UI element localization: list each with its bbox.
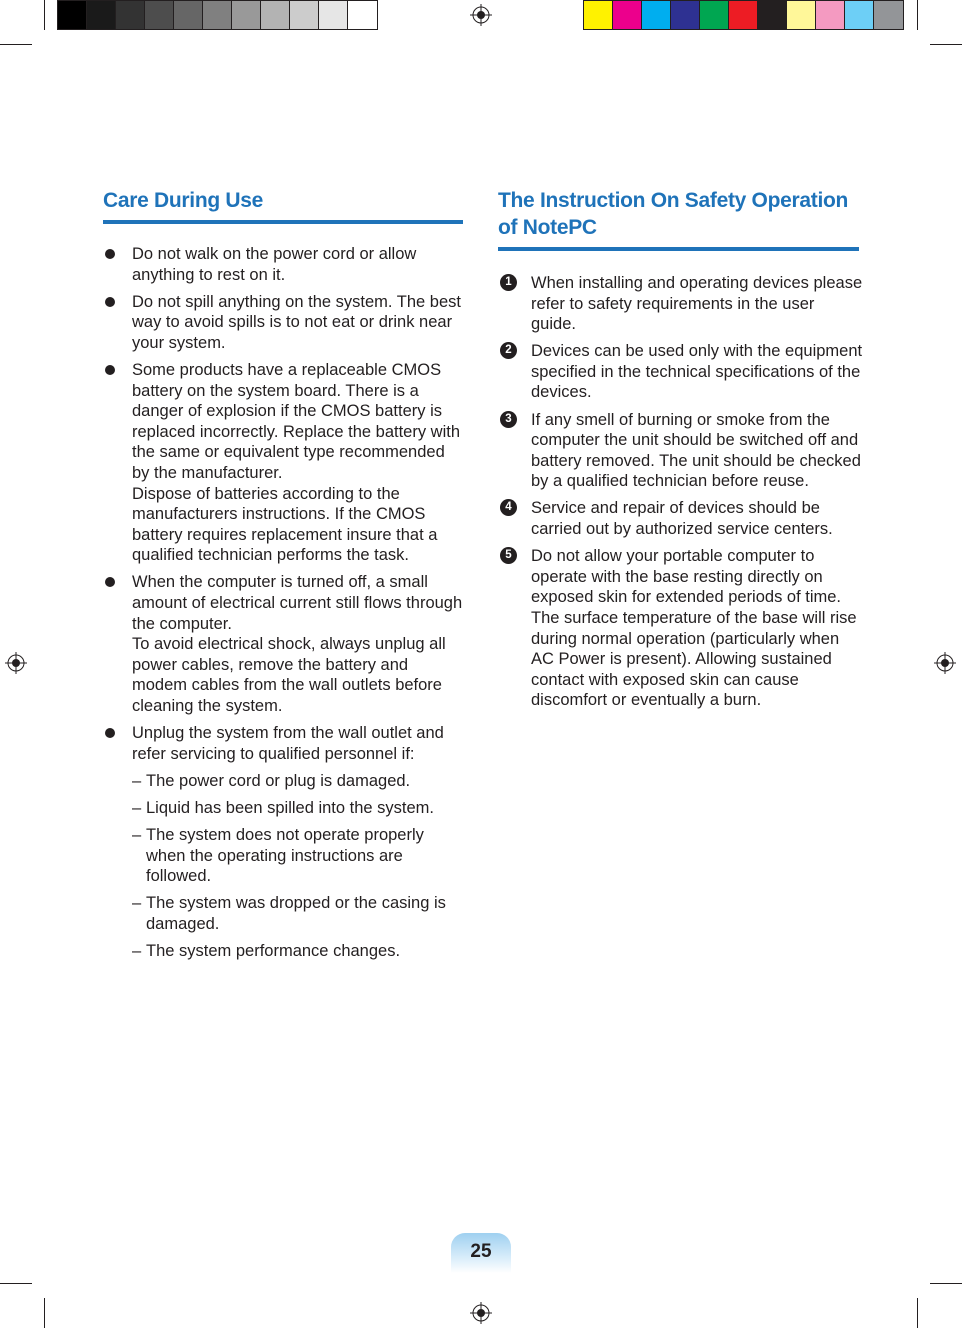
left-heading-rule: [103, 220, 463, 224]
color-swatch: [232, 1, 261, 29]
registration-mark-icon: [470, 4, 492, 26]
list-item-text: Do not spill anything on the system. The best way to avoid spills is to not eat or drink near your system.: [132, 292, 461, 352]
sub-list-item-text: The power cord or plug is damaged.: [146, 771, 411, 790]
color-swatch: [584, 1, 613, 29]
color-swatch: [874, 1, 903, 29]
numbered-item-text: Devices can be used only with the equipment specified in the technical specifications of the devices.: [531, 342, 863, 402]
dash-mark: –: [132, 825, 142, 844]
grayscale-color-bar: [57, 0, 378, 30]
color-swatch: [116, 1, 145, 29]
bullet-icon: [105, 728, 115, 738]
sub-list-item: [132, 941, 466, 962]
dash-mark: –: [132, 894, 142, 913]
registration-mark-icon: [470, 1302, 492, 1324]
crop-mark: [917, 0, 918, 30]
list-item-text: Some products have a replaceable CMOS battery on the system board. There is a danger of explosion if the CMOS battery is replaced incorrectly. Replace the battery with the same or equivalent type recommended by the manufacturer.: [132, 360, 461, 482]
list-item-text: Do not walk on the power cord or allow anything to rest on it.: [132, 245, 417, 284]
numbered-item: [501, 498, 863, 539]
registration-mark-icon: [5, 652, 27, 674]
color-swatch: [845, 1, 874, 29]
color-swatch: [174, 1, 203, 29]
number-badge: 3: [500, 411, 517, 428]
color-swatch: [145, 1, 174, 29]
number-badge: 2: [500, 342, 517, 359]
numbered-item: [501, 410, 863, 492]
crop-mark: [930, 1283, 962, 1284]
list-item: [102, 244, 466, 285]
dash-mark: –: [132, 798, 142, 817]
sub-list: [102, 771, 466, 962]
care-list: [102, 244, 466, 968]
numbered-item-text: Do not allow your portable computer to operate with the base resting directly on exposed skin for extended periods of time. The surface temperature of the base will rise during normal operation (particularly when AC Power is present). Allowing sustained contact with exposed skin can cause discomfort or eventually a burn.: [531, 547, 857, 710]
list-item-text: When the computer is turned off, a small amount of electrical current still flows through the computer.: [132, 573, 463, 633]
safety-list: [501, 273, 863, 717]
color-swatch: [58, 1, 87, 29]
number-badge: 4: [500, 499, 517, 516]
bullet-icon: [105, 365, 115, 375]
crop-mark: [917, 1298, 918, 1328]
list-item: [102, 360, 466, 566]
sub-list-item: [132, 825, 466, 887]
bullet-icon: [105, 577, 115, 587]
list-item: [102, 723, 466, 764]
color-swatch: [203, 1, 232, 29]
list-item-extra-text: Dispose of batteries according to the manufacturers instructions. If the CMOS battery requires replacement insure that a qualified technician performs the task.: [132, 484, 438, 565]
color-swatch: [729, 1, 758, 29]
crop-mark: [930, 44, 962, 45]
numbered-item-text: If any smell of burning or smoke from the computer the unit should be switched off and battery removed. The unit should be checked by a qualified technician before reuse.: [531, 410, 861, 491]
dash-mark: –: [132, 941, 142, 960]
care-during-use-heading: Care During Use: [103, 189, 264, 212]
sub-list-item-text: The system does not operate properly when the operating instructions are followed.: [146, 825, 424, 886]
right-heading-rule: [498, 247, 859, 251]
color-swatch: [348, 1, 377, 29]
process-color-bar: [583, 0, 904, 30]
numbered-item: [501, 546, 863, 711]
numbered-item-text: Service and repair of devices should be carried out by authorized service centers.: [531, 499, 833, 539]
sub-list-item: [132, 798, 466, 819]
numbered-item: [501, 273, 863, 335]
page-number: 25: [470, 1241, 492, 1262]
color-swatch: [87, 1, 116, 29]
crop-mark: [0, 1283, 32, 1284]
number-badge: 1: [500, 274, 517, 291]
color-swatch: [319, 1, 348, 29]
sub-list-item: [132, 893, 466, 934]
numbered-item-text: When installing and operating devices please refer to safety requirements in the user guide.: [531, 274, 863, 334]
color-swatch: [787, 1, 816, 29]
list-item: [102, 572, 466, 716]
list-item-extra-text: To avoid electrical shock, always unplug all power cables, remove the battery and modem cables from the wall outlets before cleaning the system.: [132, 635, 446, 715]
color-swatch: [613, 1, 642, 29]
color-swatch: [816, 1, 845, 29]
sub-list-item-text: The system was dropped or the casing is damaged.: [146, 894, 446, 933]
list-item: [102, 292, 466, 354]
color-swatch: [758, 1, 787, 29]
list-item-text: Unplug the system from the wall outlet and refer servicing to qualified personnel if:: [132, 724, 444, 763]
color-swatch: [642, 1, 671, 29]
color-swatch: [700, 1, 729, 29]
color-swatch: [671, 1, 700, 29]
numbered-item: [501, 341, 863, 403]
safety-instruction-heading: The Instruction On Safety Operation of NotePC: [498, 189, 849, 239]
bullet-icon: [105, 297, 115, 307]
sub-list-item-text: The system performance changes.: [146, 941, 401, 960]
color-swatch: [290, 1, 319, 29]
bullet-icon: [105, 249, 115, 259]
sub-list-item: [132, 771, 466, 792]
dash-mark: –: [132, 771, 142, 790]
number-badge: 5: [500, 547, 517, 564]
crop-mark: [44, 0, 45, 30]
registration-mark-icon: [934, 652, 956, 674]
page-number-tab: [451, 1233, 511, 1273]
sub-list-item-text: Liquid has been spilled into the system.: [146, 798, 435, 817]
crop-mark: [44, 1298, 45, 1328]
color-swatch: [261, 1, 290, 29]
crop-mark: [0, 44, 32, 45]
